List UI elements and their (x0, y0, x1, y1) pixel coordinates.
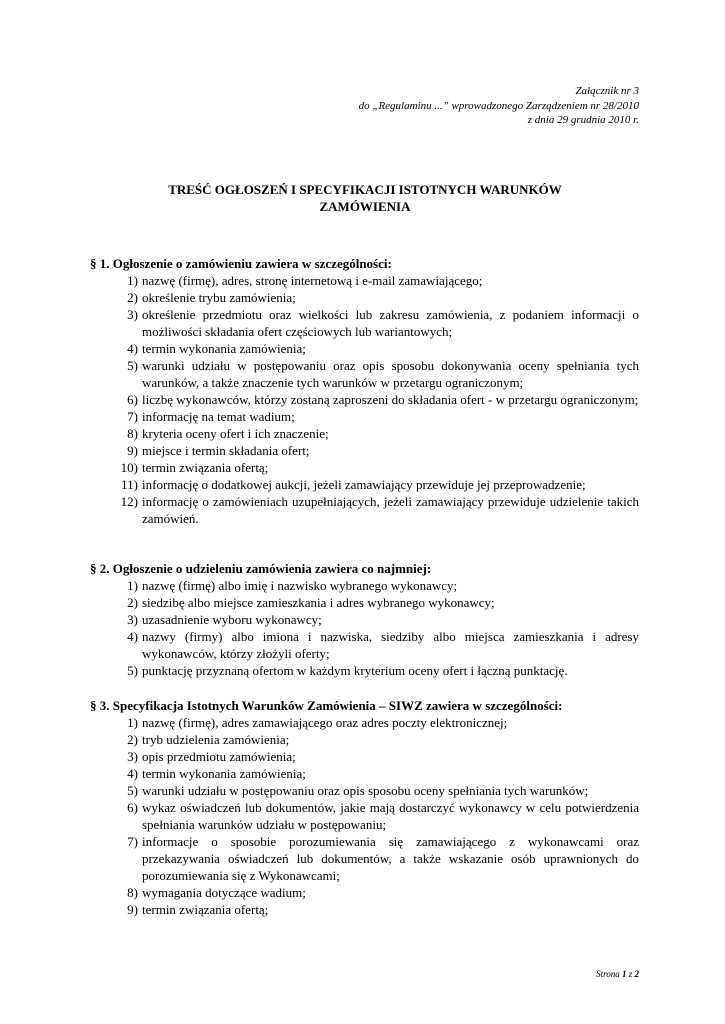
list-item-text: wykaz oświadczeń lub dokumentów, jakie mają dostarczyć wykonawcy w celu potwierdzenia spełniania warunków udziału w postępowaniu; (142, 800, 639, 832)
list-item-text: warunki udziału w postępowaniu oraz opis sposobu dokonywania oceny spełniania tych warunków, a także znaczenie tych warunków w przetargu ograniczonym; (142, 358, 639, 390)
footer-label: Strona (596, 969, 620, 979)
annex-number: Załącznik nr 3 (575, 85, 639, 97)
list-item (90, 782, 639, 799)
list-item-text: informację o dodatkowej aukcji, jeżeli zamawiający przewiduje jej przeprowadzenie; (142, 477, 586, 492)
list-item-text: nazwę (firmę), adres, stronę internetową i e-mail zamawiającego; (142, 273, 483, 288)
list-item-text: miejsce i termin składania ofert; (142, 443, 310, 458)
section-3 (90, 697, 639, 918)
list-item-number: 5) (127, 663, 138, 678)
list-item (90, 357, 639, 391)
list-item (90, 289, 639, 306)
document-title (90, 182, 640, 215)
list-item-text: informację o zamówieniach uzupełniających, jeżeli zamawiający przewiduje udzielenie takich zamówień. (142, 494, 639, 526)
list-item-text: uzasadnienie wyboru wykonawcy; (142, 612, 322, 627)
list-item-number: 9) (127, 443, 138, 458)
list-item (90, 611, 639, 628)
list-item-number: 5) (127, 783, 138, 798)
list-item (90, 493, 639, 527)
list-item-number: 1) (127, 578, 138, 593)
list-item-text: wymagania dotyczące wadium; (142, 885, 306, 900)
footer-separator: z (628, 969, 633, 979)
title-line-2: ZAMÓWIENIA (319, 198, 411, 214)
list-item-text: liczbę wykonawców, którzy zostaną zaproszeni do składania ofert - w przetargu ograniczonym; (142, 392, 639, 407)
list-item-number: 3) (127, 749, 138, 764)
list-item-text: termin związania ofertą; (142, 902, 269, 917)
list-item-number: 3) (127, 612, 138, 627)
list-item-number: 6) (127, 800, 138, 815)
document-header (359, 84, 639, 128)
list-item-text: kryteria oceny ofert i ich znaczenie; (142, 426, 329, 441)
list-item-number: 2) (127, 595, 138, 610)
section-list (90, 577, 639, 679)
footer-page: 1 (621, 969, 627, 979)
list-item (90, 799, 639, 833)
list-item-number: 12) (120, 494, 138, 509)
section-list (90, 272, 639, 527)
list-item-text: termin wykonania zamówienia; (142, 341, 306, 356)
list-item-text: informację na temat wadium; (142, 409, 295, 424)
list-item (90, 662, 639, 679)
list-item-text: określenie przedmiotu oraz wielkości lub zakresu zamówienia, z podaniem informacji o możliwości składania ofert częściowych lub wariantowych; (142, 307, 639, 339)
list-item-number: 6) (127, 392, 138, 407)
list-item (90, 714, 639, 731)
list-item-number: 8) (127, 885, 138, 900)
list-item-number: 7) (127, 834, 138, 849)
list-item-text: opis przedmiotu zamówienia; (142, 749, 296, 764)
list-item-number: 11) (121, 477, 138, 492)
list-item-number: 2) (127, 290, 138, 305)
list-item-text: warunki udziału w postępowaniu oraz opis sposobu oceny spełniania tych warunków; (142, 783, 589, 798)
list-item (90, 408, 639, 425)
footer-total: 2 (634, 969, 639, 979)
list-item-text: punktację przyznaną ofertom w każdym kryterium oceny ofert i łączną punktację. (142, 663, 568, 678)
list-item (90, 340, 639, 357)
section-heading: § 2. Ogłoszenie o udzieleniu zamówienia zawiera co najmniej: (90, 561, 432, 576)
list-item (90, 442, 639, 459)
list-item (90, 306, 639, 340)
list-item (90, 425, 639, 442)
section-2 (90, 560, 639, 679)
list-item-number: 4) (127, 629, 138, 644)
list-item (90, 901, 639, 918)
list-item-text: nazwę (firmę) albo imię i nazwisko wybranego wykonawcy; (142, 578, 458, 593)
list-item (90, 272, 639, 289)
page-footer (596, 969, 639, 980)
list-item-number: 9) (127, 902, 138, 917)
list-item-number: 7) (127, 409, 138, 424)
list-item-text: nazwę (firmę), adres zamawiającego oraz adres poczty elektronicznej; (142, 715, 508, 730)
list-item (90, 391, 639, 408)
list-item-number: 4) (127, 341, 138, 356)
section-heading: § 1. Ogłoszenie o zamówieniu zawiera w szczególności: (90, 256, 392, 271)
list-item (90, 459, 639, 476)
list-item (90, 884, 639, 901)
list-item-text: nazwy (firmy) albo imiona i nazwiska, siedziby albo miejsca zamieszkania i adresy wykonawców, którzy złożyli oferty; (142, 629, 639, 661)
list-item (90, 577, 639, 594)
list-item (90, 628, 639, 662)
list-item-number: 8) (127, 426, 138, 441)
section-list (90, 714, 639, 918)
list-item (90, 594, 639, 611)
list-item-number: 2) (127, 732, 138, 747)
list-item-text: siedzibę albo miejsce zamieszkania i adres wybranego wykonawcy; (142, 595, 495, 610)
list-item-text: termin związania ofertą; (142, 460, 269, 475)
list-item-text: termin wykonania zamówienia; (142, 766, 306, 781)
list-item (90, 765, 639, 782)
list-item-text: określenie trybu zamówienia; (142, 290, 296, 305)
annex-reference: do „Regulaminu ...” wprowadzonego Zarządzeniem nr 28/2010 (358, 99, 639, 112)
section-heading: § 3. Specyfikacja Istotnych Warunków Zamówienia – SIWZ zawiera w szczególności: (90, 698, 563, 713)
section-1 (90, 255, 639, 527)
list-item-number: 4) (127, 766, 138, 781)
list-item-number: 1) (127, 715, 138, 730)
list-item-number: 10) (120, 460, 138, 475)
list-item-text: tryb udzielenia zamówienia; (142, 732, 290, 747)
list-item (90, 476, 639, 493)
title-line-1: TREŚĆ OGŁOSZEŃ I SPECYFIKACJI ISTOTNYCH WARUNKÓW (168, 182, 562, 197)
list-item-number: 5) (127, 358, 138, 373)
list-item (90, 748, 639, 765)
list-item-number: 1) (127, 273, 138, 288)
list-item (90, 833, 639, 884)
list-item-text: informacje o sposobie porozumiewania się zamawiającego z wykonawcami oraz przekazywania oświadczeń lub dokumentów, a także wskazanie osób uprawnionych do porozumiewania się z Wykonawcami; (142, 834, 639, 883)
annex-date: z dnia 29 grudnia 2010 r. (527, 114, 639, 126)
list-item-number: 3) (127, 307, 138, 322)
list-item (90, 731, 639, 748)
